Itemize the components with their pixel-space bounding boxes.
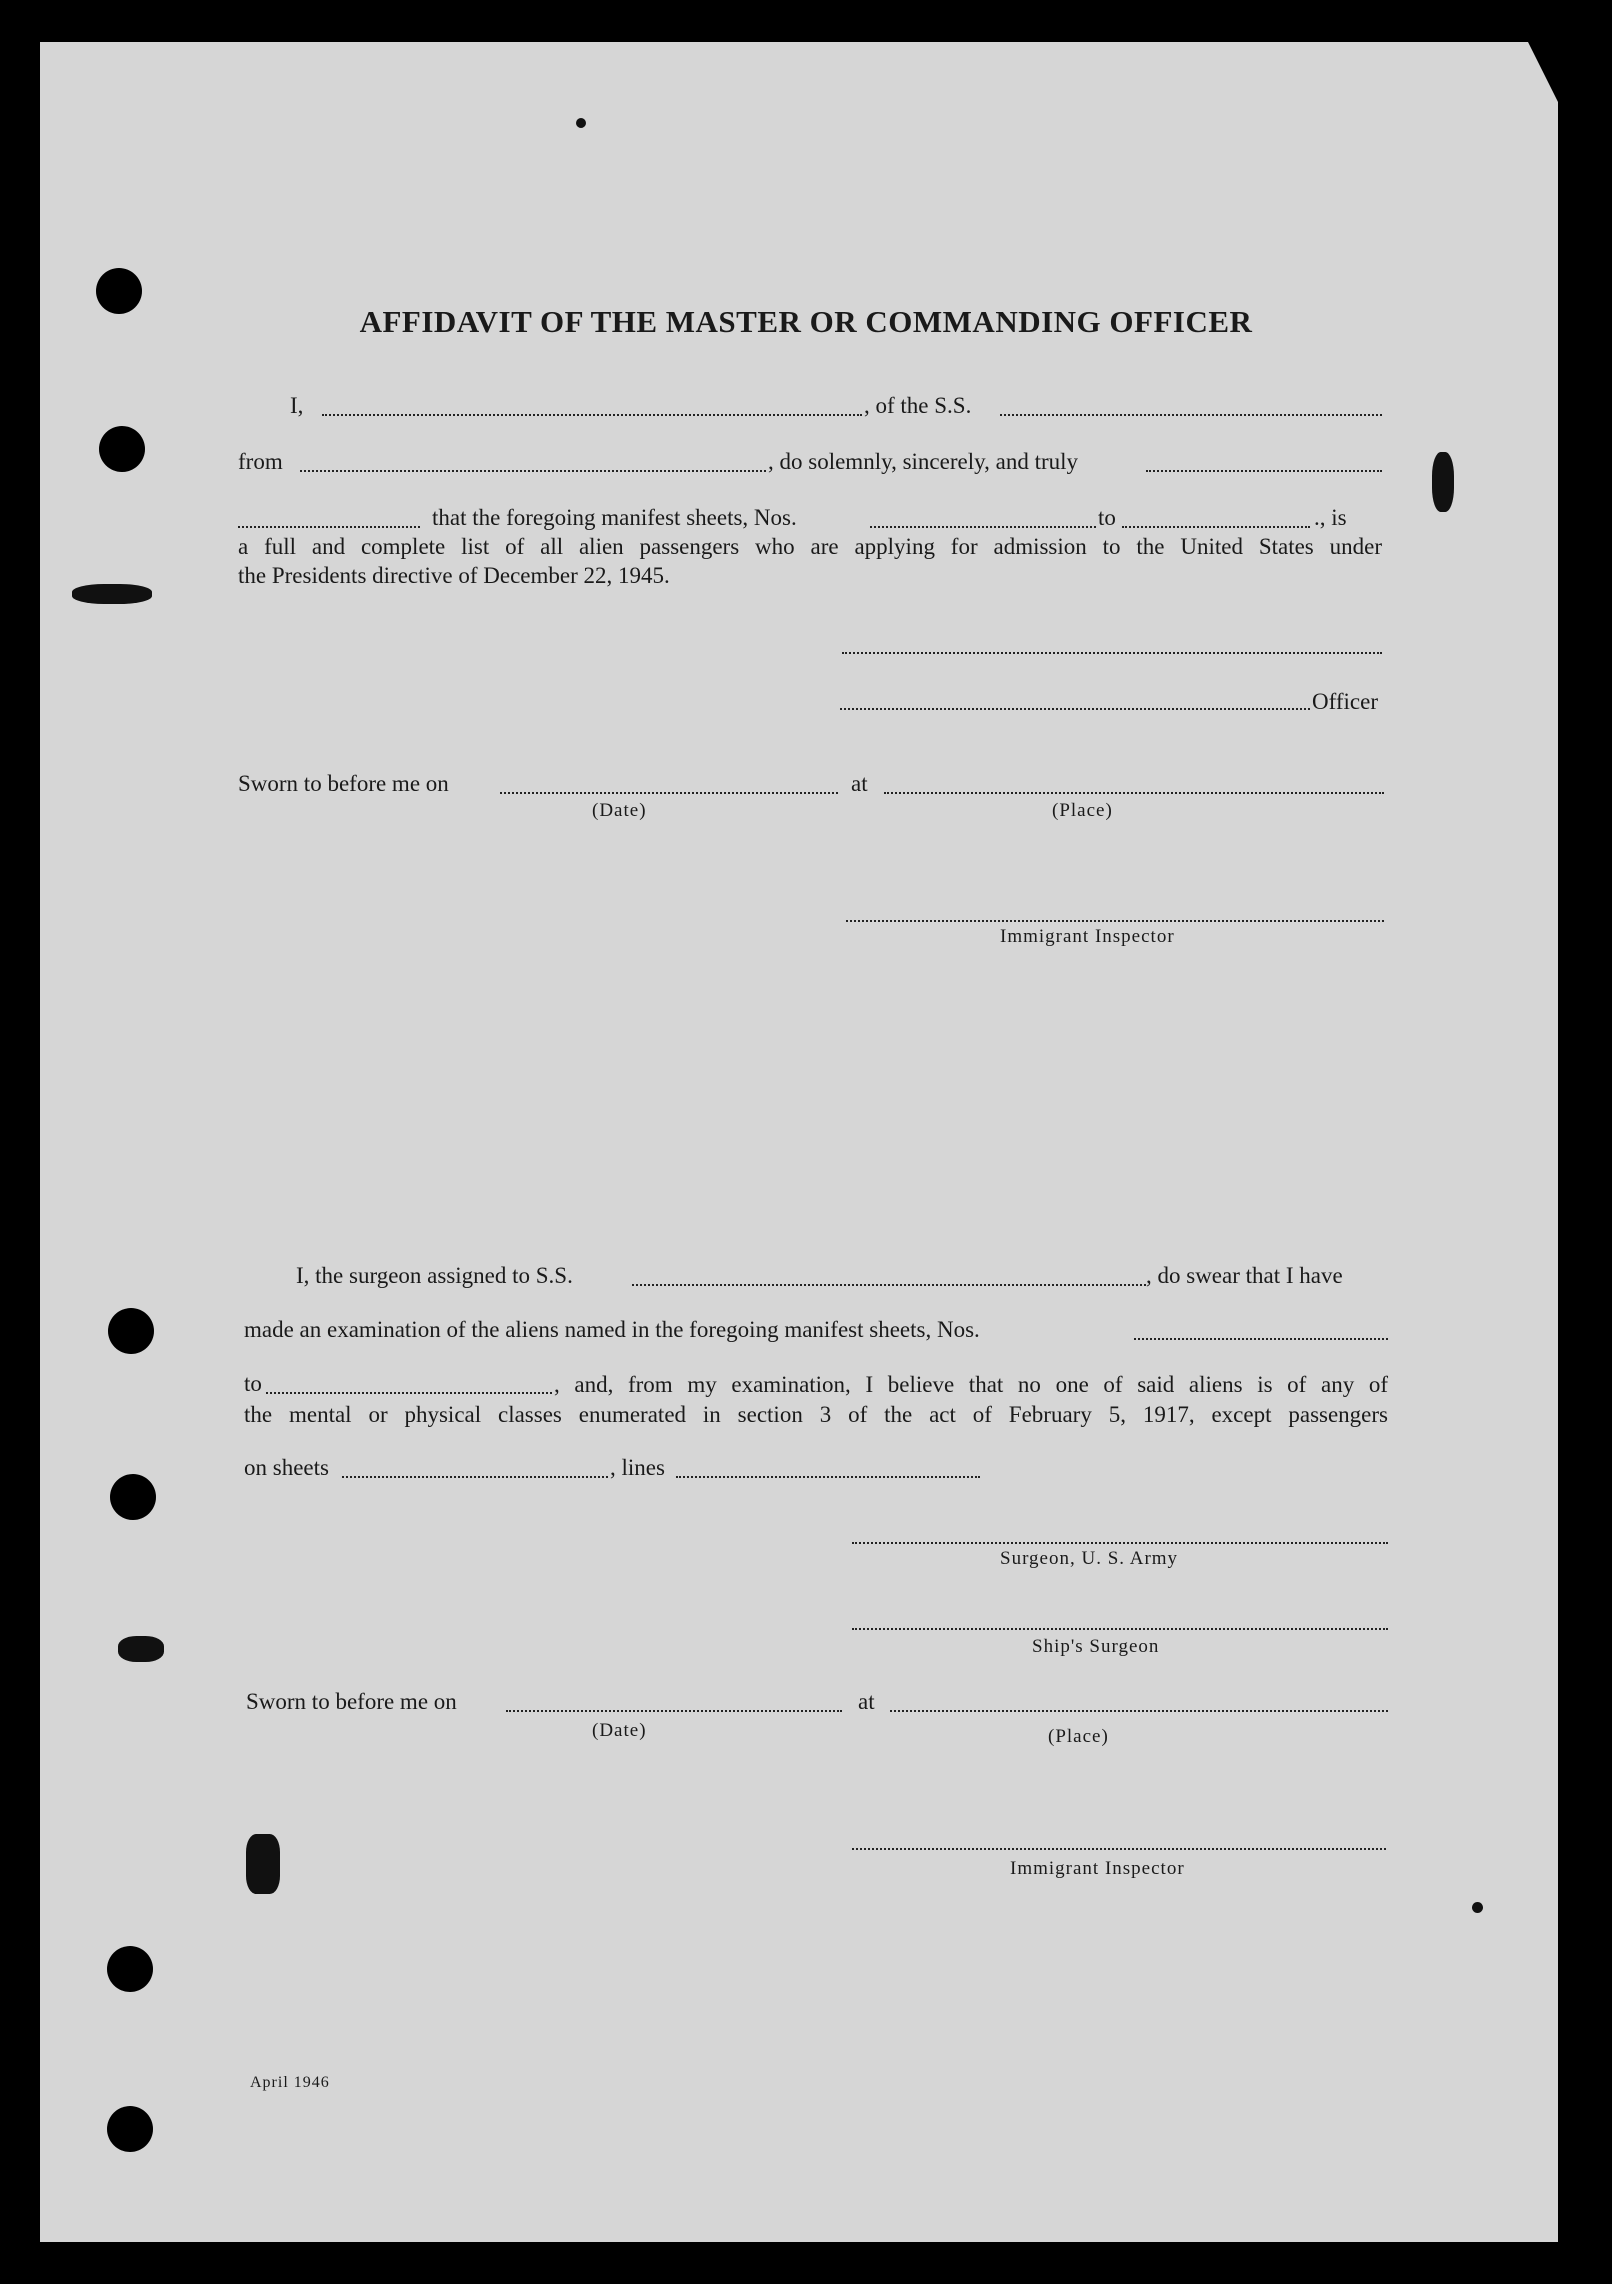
- date-caption: (Date): [592, 800, 647, 821]
- master-of-ss: , of the S.S.: [864, 393, 972, 418]
- master-foregoing: that the foregoing manifest sheets, Nos.: [432, 505, 797, 530]
- ink-speck: [72, 584, 152, 604]
- surgeon-excepted-sheets-field[interactable]: [342, 1474, 608, 1478]
- form-title: AFFIDAVIT OF THE MASTER OR COMMANDING OFFICER: [359, 304, 1253, 339]
- inspector-caption: Immigrant Inspector: [1000, 926, 1175, 947]
- surgeon-sworn-at: at: [858, 1689, 875, 1714]
- surgeon-classes-line: the mental or physical classes enumerated in section 3 of the act of February 5, 1917, except passengers: [244, 1402, 1388, 1427]
- affirm-field[interactable]: [238, 524, 420, 528]
- ink-speck: [1472, 1902, 1483, 1913]
- surgeon-examination-line: made an examination of the aliens named in the foregoing manifest sheets, Nos.: [244, 1317, 980, 1342]
- army-surgeon-caption: Surgeon, U. S. Army: [1000, 1548, 1179, 1569]
- master-to: to: [1098, 505, 1116, 530]
- master-signature-line[interactable]: [842, 650, 1382, 654]
- officer-label: Officer: [1312, 689, 1378, 714]
- punch-hole: [108, 1308, 154, 1354]
- army-surgeon-signature-line[interactable]: [852, 1540, 1388, 1544]
- surgeon-to: to: [244, 1371, 262, 1396]
- ship-surgeon-caption: Ship's Surgeon: [1032, 1636, 1160, 1657]
- punch-hole: [107, 2106, 153, 2152]
- ink-speck: [576, 118, 586, 128]
- surgeon-on-sheets: on sheets: [244, 1455, 329, 1480]
- surgeon-inspector-signature-line[interactable]: [852, 1846, 1386, 1850]
- sworn-text: Sworn to before me on: [238, 771, 449, 796]
- punch-hole: [107, 1946, 153, 1992]
- master-swear: , do solemnly, sincerely, and truly: [768, 449, 1079, 474]
- port-from-field[interactable]: [300, 468, 766, 472]
- ink-speck: [118, 1636, 164, 1662]
- ink-speck: [1432, 452, 1454, 512]
- sworn-date-field[interactable]: [500, 790, 838, 794]
- ship-surgeon-signature-line[interactable]: [852, 1626, 1388, 1630]
- form-date: April 1946: [250, 2074, 330, 2091]
- ink-speck: [246, 1834, 280, 1894]
- surgeon-excepted-lines-field[interactable]: [676, 1474, 980, 1478]
- master-i: I,: [290, 393, 304, 418]
- surgeon-place-caption: (Place): [1048, 1726, 1109, 1747]
- surgeon-inspector-caption: Immigrant Inspector: [1010, 1858, 1185, 1879]
- surgeon-sworn-date-field[interactable]: [506, 1708, 842, 1712]
- form-page: [40, 42, 1558, 2242]
- surgeon-lines: , lines: [610, 1455, 665, 1480]
- surgeon-swear: , do swear that I have: [1146, 1263, 1343, 1288]
- sworn-place-field[interactable]: [884, 790, 1384, 794]
- sworn-at: at: [851, 771, 868, 796]
- surgeon-intro: I, the surgeon assigned to S.S.: [296, 1263, 573, 1288]
- master-name-field[interactable]: [322, 412, 862, 416]
- master-is: ., is: [1314, 505, 1347, 530]
- sheets-from-field[interactable]: [870, 524, 1096, 528]
- sheets-to-field[interactable]: [1122, 524, 1310, 528]
- officer-signature-line[interactable]: [840, 706, 1310, 710]
- surgeon-sworn-text: Sworn to before me on: [246, 1689, 457, 1714]
- place-caption: (Place): [1052, 800, 1113, 821]
- surgeon-sheets-from-field[interactable]: [1134, 1336, 1388, 1340]
- inspector-signature-line[interactable]: [846, 918, 1384, 922]
- surgeon-ship-field[interactable]: [632, 1282, 1146, 1286]
- surgeon-date-caption: (Date): [592, 1720, 647, 1741]
- surgeon-sworn-place-field[interactable]: [890, 1708, 1388, 1712]
- master-from: from: [238, 449, 283, 474]
- master-statement-line: a full and complete list of all alien passengers who are applying for admission to the United States under: [238, 534, 1382, 559]
- master-directive-line: the Presidents directive of December 22, 1945.: [238, 563, 670, 588]
- ship-name-field[interactable]: [1000, 412, 1382, 416]
- punch-hole: [110, 1474, 156, 1520]
- punch-hole: [99, 426, 145, 472]
- surgeon-belief-line: , and, from my examination, I believe that no one of said aliens is of any of: [554, 1372, 1388, 1397]
- swear-mode-field[interactable]: [1146, 468, 1382, 472]
- surgeon-sheets-to-field[interactable]: [266, 1390, 552, 1394]
